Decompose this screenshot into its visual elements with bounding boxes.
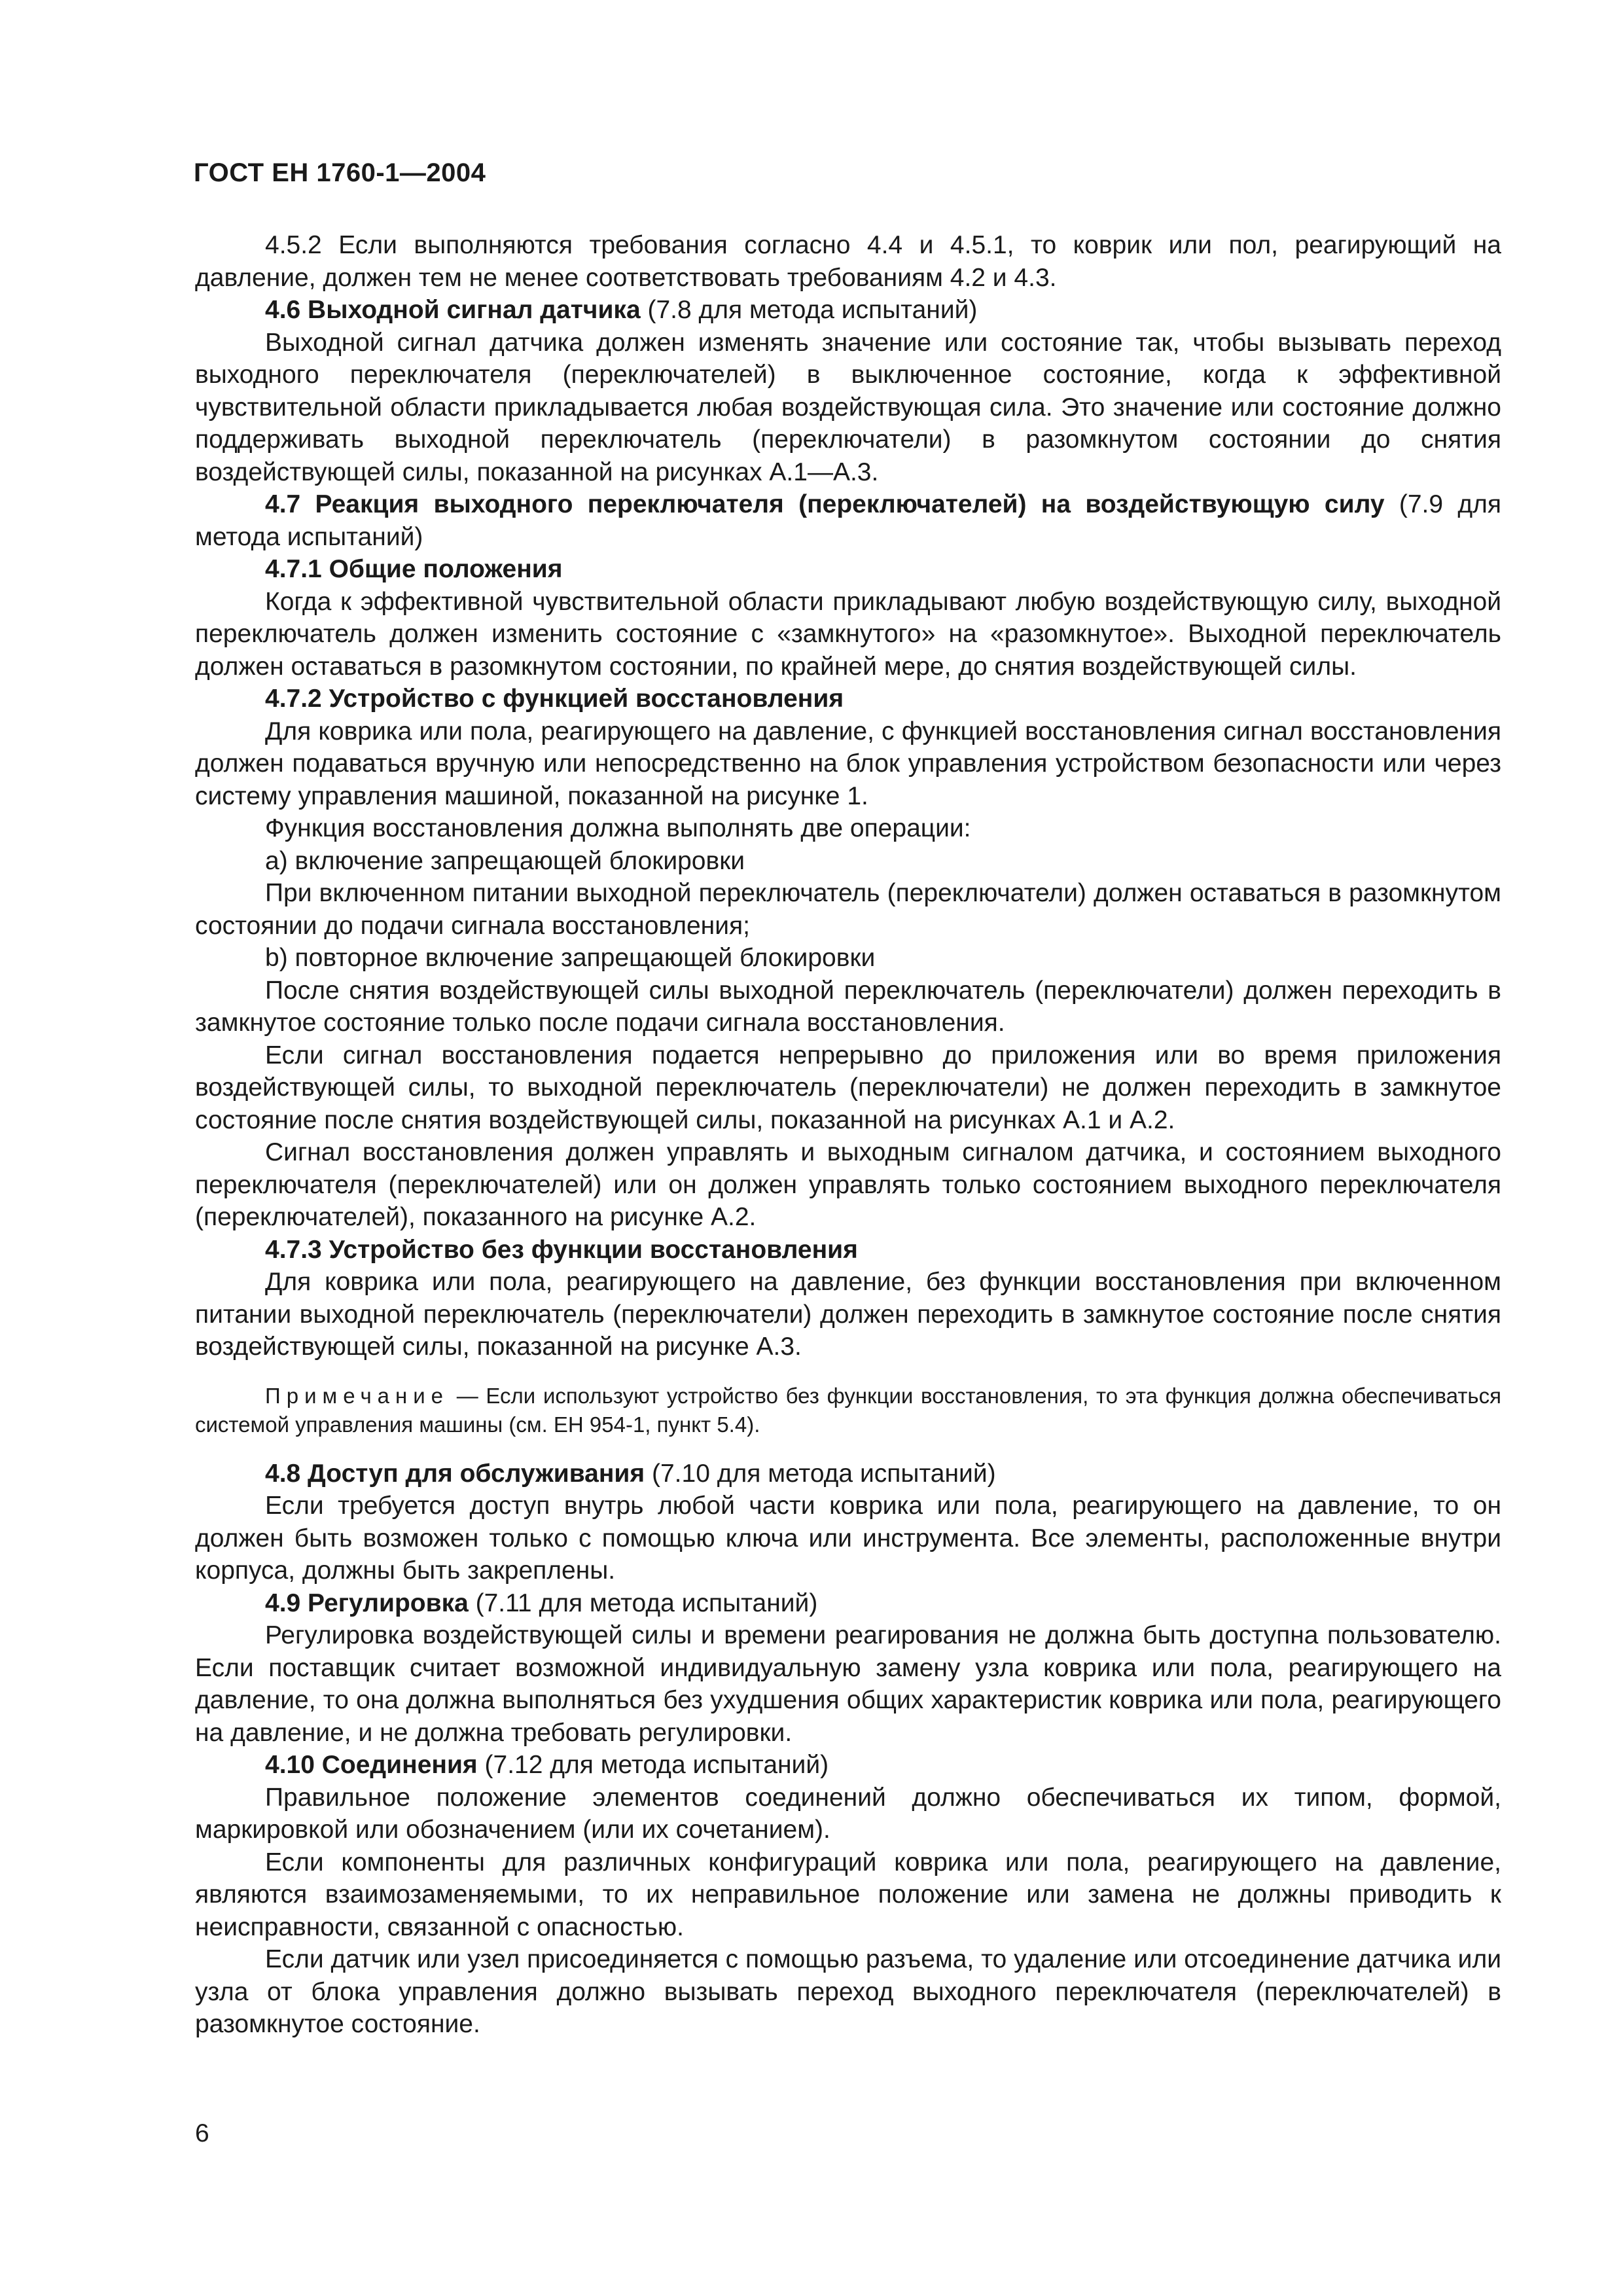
section-heading — [195, 1234, 1501, 1266]
list-item-text: b) повторное включение запрещающей блокировки — [265, 944, 876, 972]
paragraph-text: Если компоненты для различных конфигураций коврика или пола, реагирующего на давление, являются взаимозаменяемыми, то их неправильное положение или замена не должны приводить к неисправности, связанной с опасностью. — [195, 1848, 1501, 1941]
paragraph — [195, 715, 1501, 813]
paragraph-text: Когда к эффективной чувствительной области прикладывают любую воздействующую силу, выходной переключатель должен изменить состояние с «замкнутого» на «разомкнутое». Выходной переключатель должен оставаться в разомкнутом состоянии, по крайней мере, до снятия воздействующей силы. — [195, 587, 1501, 681]
paragraph-text: Для коврика или пола, реагирующего на давление, с функцией восстановления сигнал восстановления должен подаваться вручную или непосредственно на блок управления устройством безопасности или через систему управления машиной, показанной на рисунке 1. — [195, 717, 1501, 810]
paragraph-text: Правильное положение элементов соединений должно обеспечиваться их типом, формой, маркировкой или обозначением (или их сочетанием). — [195, 1783, 1501, 1844]
paragraph-text: Сигнал восстановления должен управлять и выходным сигналом датчика, и состоянием выходного переключателя (переключателей) или он должен управлять только состоянием выходного переключателя (переключателей), показанного на рисунке А.2. — [195, 1138, 1501, 1231]
section-title: 4.9 Регулировка — [265, 1588, 469, 1617]
paragraph-text: Для коврика или пола, реагирующего на давление, без функции восстановления при включенном питании выходной переключатель (переключатели) должен переходить в замкнутое состояние после снятия воздействующей силы, показанной на рисунке А.3. — [195, 1268, 1501, 1361]
note-text: — Если используют устройство без функции восстановления, то эта функция должна обеспечиваться системой управления машины (см. ЕН 954-1, пункт 5.4). — [195, 1383, 1501, 1437]
document-header: ГОСТ ЕН 1760-1—2004 — [194, 158, 486, 187]
paragraph — [195, 1136, 1501, 1234]
page-number: 6 — [195, 2119, 209, 2147]
paragraph — [195, 586, 1501, 683]
section-reference: (7.11 для метода испытаний) — [468, 1588, 818, 1617]
paragraph — [195, 1782, 1501, 1846]
paragraph — [195, 1619, 1501, 1749]
list-item-text: а) включение запрещающей блокировки — [265, 846, 745, 875]
paragraph-text: 4.5.2 Если выполняются требования согласно 4.4 и 4.5.1, то коврик или пол, реагирующий на давление, должен тем не менее соответствовать требованиям 4.2 и 4.3. — [195, 231, 1501, 292]
paragraph — [195, 1846, 1501, 1944]
paragraph-text: Если датчик или узел присоединяется с помощью разъема, то удаление или отсоединение датчика или узла от блока управления должно вызывать переход выходного переключателя (переключателей) в разомкнутое состояние. — [195, 1945, 1501, 2038]
paragraph — [195, 1039, 1501, 1137]
section-heading — [195, 1749, 1501, 1782]
paragraph — [195, 1266, 1501, 1363]
paragraph — [195, 1490, 1501, 1587]
section-title: 4.7 Реакция выходного переключателя (переключателей) на воздействующую силу — [265, 490, 1385, 518]
paragraph — [195, 327, 1501, 489]
paragraph — [195, 229, 1501, 294]
paragraph-text: После снятия воздействующей силы выходной переключатель (переключатели) должен переходить в замкнутое состояние только после подачи сигнала восстановления. — [195, 976, 1501, 1037]
paragraph-text: Если сигнал восстановления подается непрерывно до приложения или во время приложения воздействующей силы, то выходной переключатель (переключатели) не должен переходить в замкнутое состояние после снятия воздействующей силы, показанной на рисунках А.1 и А.2. — [195, 1041, 1501, 1134]
list-item — [195, 942, 1501, 975]
paragraph-text: При включенном питании выходной переключатель (переключатели) должен оставаться в разомкнутом состоянии до подачи сигнала восстановления; — [195, 879, 1501, 940]
section-heading — [195, 553, 1501, 586]
note-label: Примечание — [265, 1383, 450, 1408]
paragraph — [195, 1943, 1501, 2041]
section-title: 4.8 Доступ для обслуживания — [265, 1459, 645, 1488]
section-reference: (7.12 для метода испытаний) — [477, 1751, 829, 1779]
paragraph-text: Регулировка воздействующей силы и времени реагирования не должна быть доступна пользователю. Если поставщик считает возможной индивидуальную замену узла коврика или пола, реагирующего на давление, то она должна выполняться без ухудшения общих характеристик коврика или пола, реагирующего на давление, и не должна требовать регулировки. — [195, 1621, 1501, 1747]
section-heading — [195, 294, 1501, 327]
document-body — [195, 229, 1501, 2041]
note — [195, 1382, 1501, 1439]
section-title: 4.7.2 Устройство с функцией восстановления — [265, 685, 844, 713]
paragraph — [195, 975, 1501, 1039]
section-title: 4.6 Выходной сигнал датчика — [265, 296, 641, 324]
paragraph-text: Если требуется доступ внутрь любой части коврика или пола, реагирующего на давление, то он должен быть возможен только с помощью ключа или инструмента. Все элементы, расположенные внутри корпуса, должны быть закреплены. — [195, 1492, 1501, 1585]
paragraph-text: Функция восстановления должна выполнять две операции: — [265, 814, 971, 842]
section-heading — [195, 683, 1501, 715]
section-heading — [195, 1458, 1501, 1490]
section-title: 4.7.1 Общие положения — [265, 555, 563, 583]
section-reference: (7.10 для метода испытаний) — [645, 1459, 996, 1488]
section-title: 4.10 Соединения — [265, 1751, 478, 1779]
list-item — [195, 845, 1501, 878]
section-title: 4.7.3 Устройство без функции восстановления — [265, 1235, 858, 1264]
section-reference: (7.9 для метода испытаний) — [195, 490, 1501, 551]
section-reference: (7.8 для метода испытаний) — [640, 296, 978, 324]
paragraph — [195, 812, 1501, 845]
section-heading — [195, 1587, 1501, 1620]
section-heading — [195, 488, 1501, 553]
paragraph — [195, 877, 1501, 942]
paragraph-text: Выходной сигнал датчика должен изменять значение или состояние так, чтобы вызывать переход выходного переключателя (переключателей) в выключенное состояние, когда к эффективной чувствительной области прикладывается любая воздействующая сила. Это значение или состояние должно поддерживать выходной переключатель (переключатели) в разомкнутом состоянии до снятия воздействующей силы, показанной на рисунках А.1—А.3. — [195, 328, 1501, 486]
